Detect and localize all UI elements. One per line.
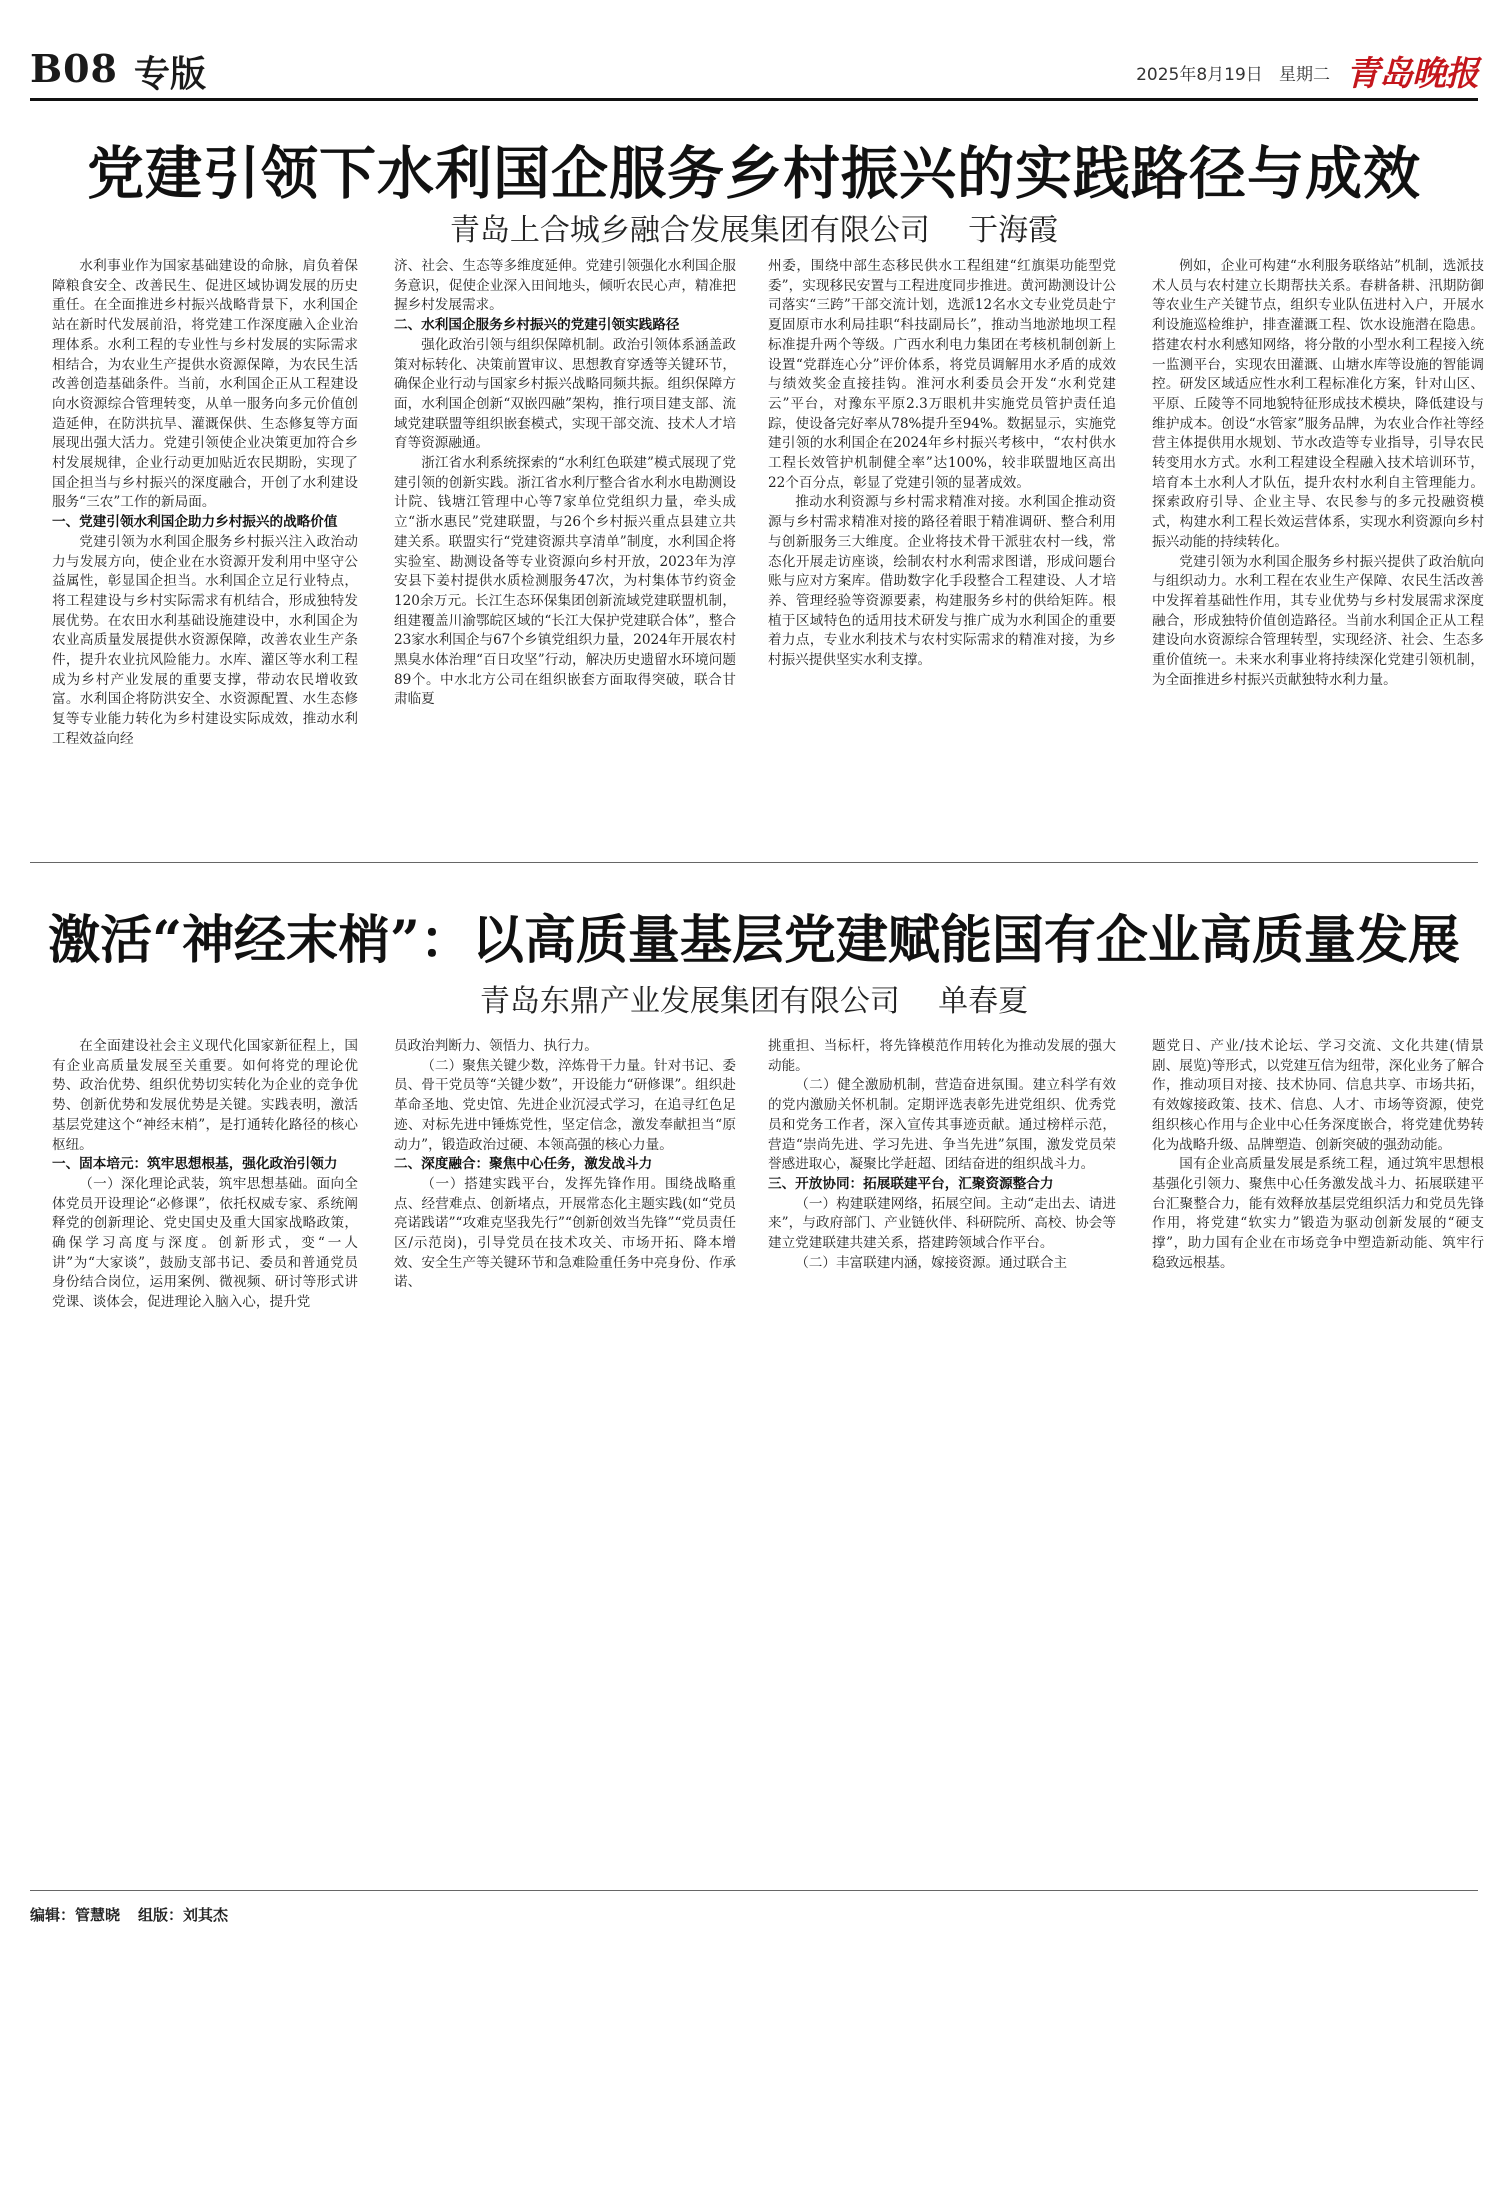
section-heading: 一、固本培元：筑牢思想根基，强化政治引领力 bbox=[52, 1156, 338, 1173]
weekday-text: 星期二 bbox=[1279, 65, 1330, 85]
article2-title: 激活“神经末梢”：以高质量基层党建赋能国有企业高质量发展 bbox=[48, 910, 1460, 971]
article-paragraph: 例如，企业可构建“水利服务联络站”机制，选派技术人员与农村建立长期帮扶关系。春耕备耕、汛期防御等农业生产关键节点，组织专业队伍进村入户，开展水利设施巡检维护，排查灌溉工程、饮水设施潜在隐患。搭建农村水利感知网络，将分散的小型水利工程接入统一监测平台，实现农田灌溉、山塘水库等设施的智能调控。研发区域适应性水利工程标准化方案，针对山区、平原、丘陵等不同地貌特征形成技术模块，降低建设与维护成本。创设“水管家”服务品牌，为农业合作社等经营主体提供用水规划、节水改造等专业指导，引导农民转变用水方式。水利工程建设全程融入技术培训环节，培育本土水利人才队伍，提升农村水利自主管理能力。探索政府引导、企业主导、农民参与的多元投融资模式，构建水利工程长效运营体系，实现水利资源向乡村振兴动能的持续转化。 bbox=[1152, 258, 1484, 550]
article1-column-1 bbox=[52, 257, 358, 817]
designer-credit: 组版：刘其杰 bbox=[138, 1906, 229, 1924]
article1-title: 党建引领下水利国企服务乡村振兴的实践路径与成效 bbox=[87, 140, 1421, 207]
article-paragraph: 挑重担、当标杆，将先锋模范作用转化为推动发展的强大动能。 bbox=[768, 1038, 1116, 1074]
article-paragraph: 国有企业高质量发展是系统工程，通过筑牢思想根基强化引领力、聚焦中心任务激发战斗力、拓展联建平台汇聚整合力，能有效释放基层党组织活力和党员先锋作用，将党建“软实力”锻造为驱动创新发展的“硬支撑”，助力国有企业在市场竞争中塑造新动能、筑牢行稳致远根基。 bbox=[1152, 1156, 1484, 1271]
article-paragraph: （一）深化理论武装，筑牢思想基础。面向全体党员开设理论“必修课”，依托权威专家、系统阐释党的创新理论、党史国史及重大国家战略政策，确保学习高度与深度。创新形式，变“一人讲”为“大家谈”，鼓励支部书记、委员和普通党员身份结合岗位，运用案例、微视频、研讨等形式讲党课、谈体会，促进理论入脑入心，提升党 bbox=[52, 1175, 358, 1311]
article2-column-1 bbox=[52, 1037, 358, 1382]
article1-byline-org: 青岛上合城乡融合发展集团有限公司 bbox=[449, 213, 930, 248]
page-number: B08 bbox=[30, 46, 118, 91]
page-header bbox=[30, 42, 1478, 94]
article2-byline-org: 青岛东鼎产业发展集团有限公司 bbox=[479, 984, 900, 1019]
footer-rule bbox=[30, 1890, 1478, 1891]
article1-column-4 bbox=[1152, 257, 1484, 817]
article-paragraph: （二）健全激励机制，营造奋进氛围。建立科学有效的党内激励关怀机制。定期评选表彰先进党组织、优秀党员和党务工作者，深入宣传其事迹贡献。通过榜样示范，营造“崇尚先进、学习先进、争当先进”氛围，激发党员荣誉感进取心，凝聚比学赶超、团结奋进的组织战斗力。 bbox=[768, 1077, 1116, 1173]
article-paragraph: 党建引领为水利国企服务乡村振兴提供了政治航向与组织动力。水利工程在农业生产保障、农民生活改善中发挥着基础性作用，其专业优势与乡村发展需求深度融合，形成独特价值创造路径。当前水利国企正从工程建设向水资源综合管理转型，实现经济、社会、生态多重价值统一。未来水利事业将持续深化党建引领机制，为全面推进乡村振兴贡献独特水利力量。 bbox=[1152, 553, 1484, 688]
article2-column-2 bbox=[394, 1037, 736, 1382]
article-paragraph: 员政治判断力、领悟力、执行力。 bbox=[394, 1038, 598, 1054]
date-text: 2025年8月19日 bbox=[1136, 65, 1263, 85]
editor-credit: 编辑：管慧晓 bbox=[30, 1906, 121, 1924]
article-divider bbox=[30, 862, 1478, 863]
article1-column-3 bbox=[768, 257, 1116, 817]
section-heading: 一、党建引领水利国企助力乡村振兴的战略价值 bbox=[52, 514, 338, 531]
article-paragraph: 水利事业作为国家基础建设的命脉，肩负着保障粮食安全、改善民生、促进区域协调发展的历史重任。在全面推进乡村振兴战略背景下，水利国企站在新时代发展前沿，将党建工作深度融入企业治理体系。水利工程的专业性与乡村发展的实际需求相结合，为农业生产提供水资源保障，为农民生活改善创造基础条件。当前，水利国企正从工程建设向水资源综合管理转变，从单一服务向多元价值创造延伸，在防洪抗旱、灌溉保供、生态修复等方面展现出强大活力。党建引领使企业决策更加符合乡村发展规律，企业行动更加贴近农民期盼，实现了国企担当与乡村振兴的深度融合，开创了水利建设服务“三农”工作的新局面。 bbox=[52, 258, 358, 511]
article1-column-2 bbox=[394, 257, 736, 817]
section-heading: 二、深度融合：聚焦中心任务，激发战斗力 bbox=[394, 1156, 653, 1173]
header-rule bbox=[30, 98, 1478, 101]
section-label: 专版 bbox=[134, 53, 207, 95]
article-paragraph: 强化政治引领与组织保障机制。政治引领体系涵盖政策对标转化、决策前置审议、思想教育穿透等关键环节，确保企业行动与国家乡村振兴战略同频共振。组织保障方面，水利国企创新“双嵌四融”架构，推行项目建支部、流域党建联盟等组织嵌套模式，实现干部交流、技术人才培育等资源融通。 bbox=[394, 336, 736, 452]
article1-byline bbox=[30, 205, 1478, 249]
article1-byline-author: 于海霞 bbox=[968, 213, 1059, 248]
article2-column-3 bbox=[768, 1037, 1116, 1382]
article-paragraph: 州委，围绕中部生态移民供水工程组建“红旗渠功能型党委”，实现移民安置与工程进度同步推进。黄河勘测设计公司落实“三跨”干部交流计划，选派12名水文专业党员赴宁夏固原市水利局挂职“科技副局长”，推动当地淤地坝工程标准提升两个等级。广西水利电力集团在考核机制创新上设置“党群连心分”评价体系，将党员调解用水矛盾的成效与绩效奖金直接挂钩。淮河水利委员会开发“水利党建云”平台，对豫东平原2.3万眼机井实施党员管护责任追踪，使设备完好率从78%提升至94%。数据显示，实施党建引领的水利国企在2024年乡村振兴考核中，“农村供水工程长效管护机制健全率”达100%，较非联盟地区高出22个百分点，彰显了党建引领的显著成效。 bbox=[768, 258, 1116, 491]
article-paragraph: （一）构建联建网络，拓展空间。主动“走出去、请进来”，与政府部门、产业链伙伴、科研院所、高校、协会等建立党建联建共建关系，搭建跨领域合作平台。 bbox=[768, 1195, 1116, 1252]
article-paragraph: 浙江省水利系统探索的“水利红色联建”模式展现了党建引领的创新实践。浙江省水利厅整合省水利水电勘测设计院、钱塘江管理中心等7家单位党组织力量，牵头成立“浙水惠民”党建联盟，与26个乡村振兴重点县建立共建关系。联盟实行“党建资源共享清单”制度，水利国企将实验室、勘测设备等专业资源向乡村开放，2023年为淳安县下姜村提供水质检测服务47次，为村集体节约资金120余万元。长江生态环保集团创新流域党建联盟机制，组建覆盖川渝鄂皖区域的“长江大保护党建联合体”，整合23家水利国企与67个乡镇党组织力量，2024年开展农村黑臭水体治理“百日攻坚”行动，解决历史遗留水环境问题89个。中水北方公司在组织嵌套方面取得突破，联合甘肃临夏 bbox=[394, 455, 736, 708]
article-paragraph: （二）聚焦关键少数，淬炼骨干力量。针对书记、委员、骨干党员等“关键少数”，开设能力“研修课”。组织赴革命圣地、党史馆、先进企业沉浸式学习，在追寻红色足迹、对标先进中锤炼党性，坚定信念，激发奉献担当“原动力”，锻造政治过硬、本领高强的核心力量。 bbox=[394, 1057, 736, 1153]
section-heading: 二、水利国企服务乡村振兴的党建引领实践路径 bbox=[394, 317, 680, 334]
issue-date bbox=[1136, 60, 1330, 85]
article2-byline-author: 单春夏 bbox=[938, 984, 1029, 1019]
article2-byline bbox=[30, 976, 1478, 1020]
article-paragraph: 题党日、产业/技术论坛、学习交流、文化共建(情景剧、展览)等形式，以党建互信为纽带，深化业务了解合作，推动项目对接、技术协同、信息共享、市场共拓，有效嫁接政策、技术、信息、人才、市场等资源，使党组织核心作用与企业中心任务深度嵌合，将党建优势转化为战略升级、品牌塑造、创新突破的强劲动能。 bbox=[1152, 1038, 1484, 1153]
page-footer bbox=[30, 1904, 246, 1925]
article-paragraph: （一）搭建实践平台，发挥先锋作用。围绕战略重点、经营难点、创新堵点，开展常态化主题实践(如“党员亮诺践诺”“攻难克坚我先行”“创新创效当先锋”“党员责任区/示范岗)，引导党员在技术攻关、市场开拓、降本增效、安全生产等关键环节和急难险重任务中亮身份、作承诺、 bbox=[394, 1175, 736, 1291]
article-paragraph: 在全面建设社会主义现代化国家新征程上，国有企业高质量发展至关重要。如何将党的理论优势、政治优势、组织优势切实转化为企业的竞争优势、创新优势和发展优势是关键。实践表明，激活基层党建这个“神经末梢”，是打通转化路径的核心枢纽。 bbox=[52, 1038, 358, 1153]
newspaper-logo: 青岛晚报 bbox=[1346, 54, 1478, 94]
article-paragraph: （二）丰富联建内涵，嫁接资源。通过联合主 bbox=[795, 1254, 1068, 1271]
article-paragraph: 推动水利资源与乡村需求精准对接。水利国企推动资源与乡村需求精准对接的路径着眼于精准调研、整合利用与创新服务三大维度。企业将技术骨干派驻农村一线，常态化开展走访座谈，绘制农村水利需求图谱，形成问题台账与应对方案库。借助数字化手段整合工程建设、人才培养、管理经验等资源要素，构建服务乡村的供给矩阵。根植于区域特色的适用技术研发与推广成为水利国企的重要着力点，专业水利技术与农村实际需求的精准对接，为乡村振兴提供坚实水利支撑。 bbox=[768, 494, 1116, 669]
article-paragraph: 党建引领为水利国企服务乡村振兴注入政治动力与发展方向，使企业在水资源开发利用中坚守公益属性，彰显国企担当。水利国企立足行业特点，将工程建设与乡村实际需求有机结合，形成独特发展优势。在农田水利基础设施建设中，水利国企为农业高质量发展提供水资源保障，改善农业生产条件，提升农业抗风险能力。水库、灌区等水利工程成为乡村产业发展的重要支撑，带动农民增收致富。水利国企将防洪安全、水资源配置、水生态修复等专业能力转化为乡村建设实际成效，推动水利工程效益向经 bbox=[52, 533, 358, 747]
article-paragraph: 济、社会、生态等多维度延伸。党建引领强化水利国企服务意识，促使企业深入田间地头，倾听农民心声，精准把握乡村发展需求。 bbox=[394, 258, 736, 314]
article2-column-4 bbox=[1152, 1037, 1484, 1382]
section-heading: 三、开放协同：拓展联建平台，汇聚资源整合力 bbox=[768, 1175, 1054, 1192]
